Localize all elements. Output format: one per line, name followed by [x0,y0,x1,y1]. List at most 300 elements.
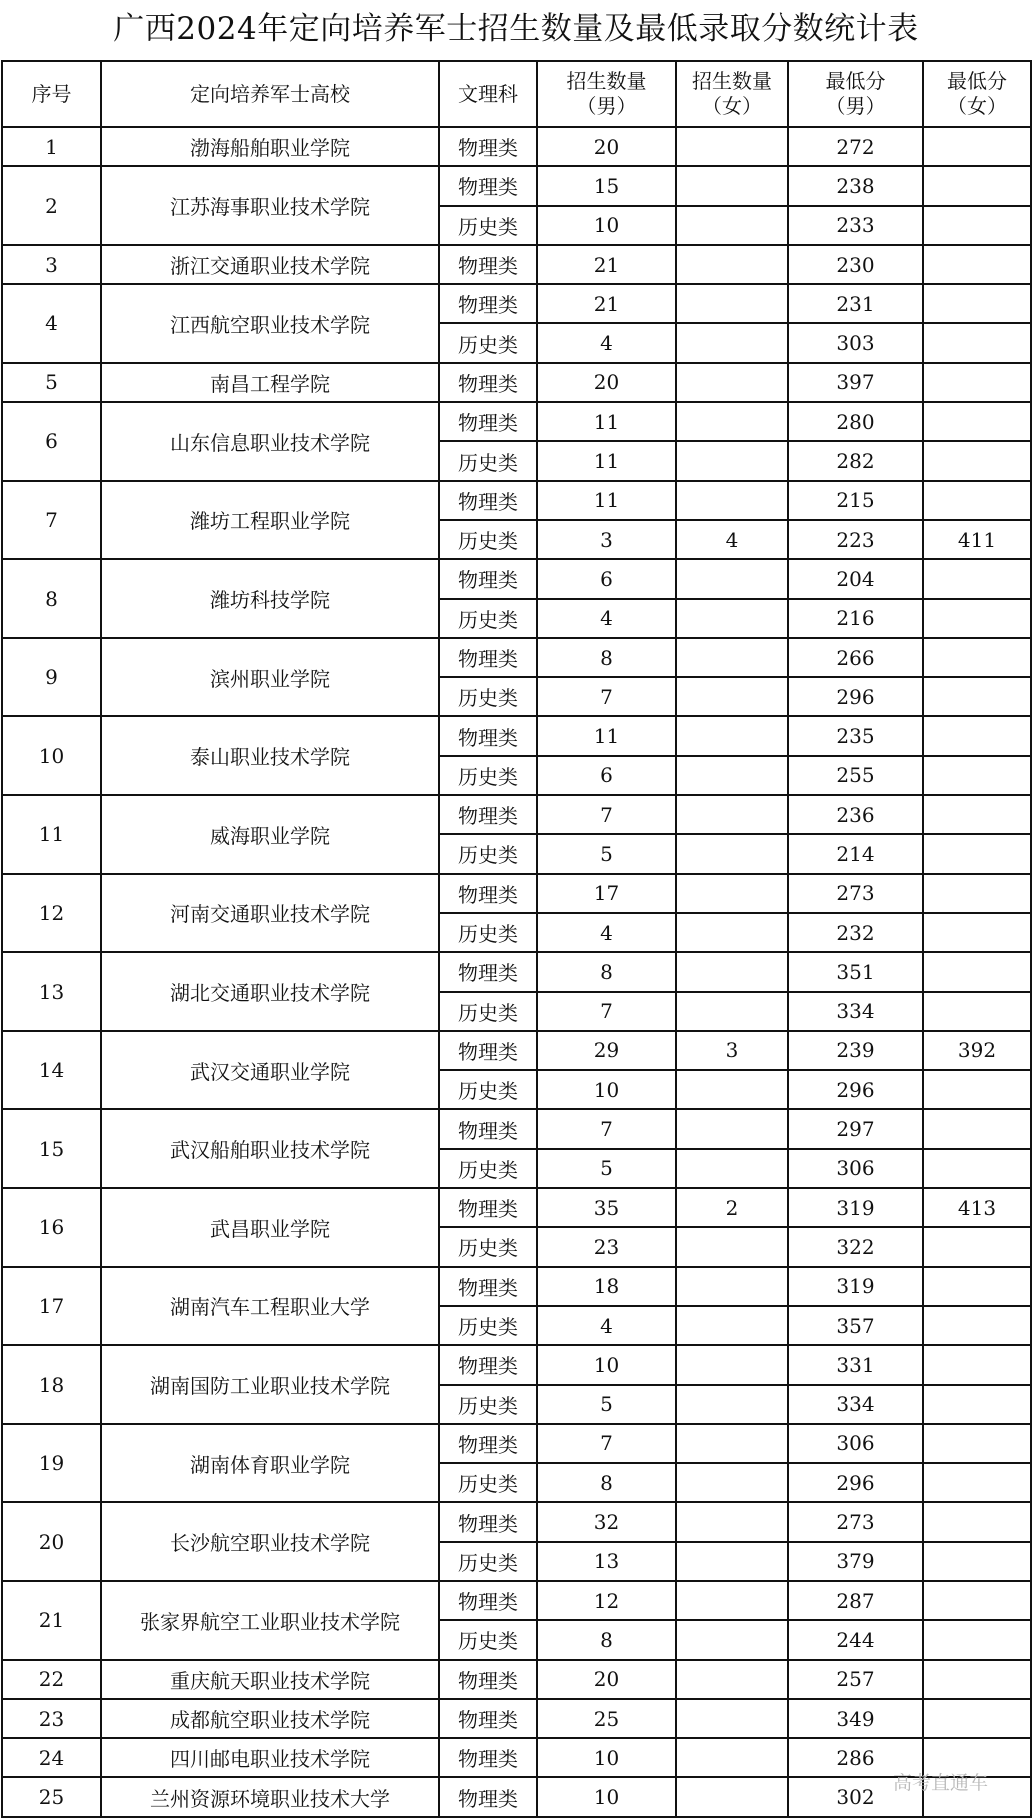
header-min-male-line2: （男） [825,94,886,118]
school-name-cell: 南昌工程学院 [101,363,439,402]
school-name-cell: 浙江交通职业技术学院 [101,245,439,284]
seq-cell: 13 [2,952,101,1031]
min-female-cell [923,1502,1031,1541]
seq-cell: 17 [2,1267,101,1346]
min-female-cell: 413 [923,1188,1031,1227]
quota-female-cell [676,559,788,598]
admission-table [1,60,1032,1818]
school-name-cell: 湖南国防工业职业技术学院 [101,1345,439,1424]
quota-female-cell [676,1306,788,1345]
school-name-cell: 湖南体育职业学院 [101,1424,439,1503]
quota-male-cell: 11 [537,481,676,520]
min-male-cell: 296 [788,1463,923,1502]
subject-cell: 物理类 [439,1660,537,1699]
school-name-cell: 湖南汽车工程职业大学 [101,1267,439,1346]
school-name-cell: 四川邮电职业技术学院 [101,1738,439,1777]
subject-cell: 物理类 [439,874,537,913]
min-male-cell: 273 [788,874,923,913]
quota-female-cell [676,1267,788,1306]
header-row [2,61,1031,127]
school-name-cell: 武汉船舶职业技术学院 [101,1109,439,1188]
school-name-cell: 渤海船舶职业学院 [101,127,439,166]
subject-cell: 历史类 [439,992,537,1031]
min-female-cell [923,206,1031,245]
quota-female-cell [676,874,788,913]
seq-cell: 14 [2,1031,101,1110]
quota-male-cell: 8 [537,1620,676,1659]
min-male-cell: 239 [788,1031,923,1070]
min-female-cell [923,166,1031,205]
quota-male-cell: 10 [537,1777,676,1816]
table-row [2,481,1031,520]
quota-male-cell: 29 [537,1031,676,1070]
table-row [2,952,1031,991]
header-quota-male-line1: 招生数量 [566,69,647,93]
min-female-cell [923,363,1031,402]
quota-female-cell [676,795,788,834]
seq-cell: 22 [2,1660,101,1699]
quota-female-cell [676,1385,788,1424]
seq-cell: 19 [2,1424,101,1503]
quota-male-cell: 20 [537,363,676,402]
min-male-cell: 231 [788,284,923,323]
quota-female-cell [676,127,788,166]
header-min-male [788,61,923,127]
quota-female-cell [676,284,788,323]
subject-cell: 物理类 [439,1031,537,1070]
min-female-cell [923,834,1031,873]
quota-male-cell: 7 [537,992,676,1031]
quota-female-cell [676,1777,788,1816]
quota-female-cell [676,1502,788,1541]
quota-male-cell: 5 [537,834,676,873]
quota-female-cell [676,1699,788,1738]
min-male-cell: 282 [788,441,923,480]
min-female-cell [923,284,1031,323]
table-row [2,1502,1031,1541]
quota-female-cell [676,363,788,402]
quota-male-cell: 6 [537,559,676,598]
min-female-cell [923,599,1031,638]
min-male-cell: 215 [788,481,923,520]
table-row [2,1109,1031,1148]
min-female-cell [923,795,1031,834]
subject-cell: 历史类 [439,599,537,638]
min-male-cell: 351 [788,952,923,991]
table-row [2,1699,1031,1738]
table-row [2,1581,1031,1620]
school-name-cell: 江苏海事职业技术学院 [101,166,439,245]
quota-male-cell: 10 [537,1345,676,1384]
quota-female-cell [676,166,788,205]
min-male-cell: 319 [788,1188,923,1227]
quota-male-cell: 13 [537,1542,676,1581]
seq-cell: 21 [2,1581,101,1660]
table-row [2,1031,1031,1070]
table-row [2,874,1031,913]
seq-cell: 15 [2,1109,101,1188]
subject-cell: 物理类 [439,716,537,755]
subject-cell: 历史类 [439,323,537,362]
quota-male-cell: 25 [537,1699,676,1738]
min-female-cell [923,1542,1031,1581]
quota-female-cell [676,1424,788,1463]
subject-cell: 历史类 [439,834,537,873]
min-female-cell [923,1660,1031,1699]
subject-cell: 物理类 [439,284,537,323]
quota-male-cell: 11 [537,402,676,441]
subject-cell: 物理类 [439,245,537,284]
header-quota-male-line2: （男） [576,94,637,118]
quota-male-cell: 10 [537,206,676,245]
min-male-cell: 235 [788,716,923,755]
seq-cell: 4 [2,284,101,363]
min-male-cell: 230 [788,245,923,284]
min-male-cell: 303 [788,323,923,362]
quota-male-cell: 23 [537,1227,676,1266]
min-male-cell: 349 [788,1699,923,1738]
min-female-cell [923,1424,1031,1463]
min-male-cell: 306 [788,1424,923,1463]
seq-cell: 18 [2,1345,101,1424]
quota-female-cell [676,677,788,716]
quota-female-cell [676,913,788,952]
seq-cell: 16 [2,1188,101,1267]
page-title: 广西2024年定向培养军士招生数量及最低录取分数统计表 [113,11,919,47]
table-row [2,1188,1031,1227]
seq-cell: 12 [2,874,101,953]
min-male-cell: 244 [788,1620,923,1659]
min-male-cell: 296 [788,677,923,716]
min-male-cell: 322 [788,1227,923,1266]
school-name-cell: 成都航空职业技术学院 [101,1699,439,1738]
quota-female-cell [676,1738,788,1777]
table-row [2,1267,1031,1306]
quota-female-cell [676,1149,788,1188]
min-female-cell [923,559,1031,598]
min-female-cell [923,1149,1031,1188]
school-name-cell: 张家界航空工业职业技术学院 [101,1581,439,1660]
header-school-label: 定向培养军士高校 [190,81,350,106]
subject-cell: 历史类 [439,756,537,795]
min-male-cell: 216 [788,599,923,638]
subject-cell: 物理类 [439,638,537,677]
quota-male-cell: 35 [537,1188,676,1227]
header-min-female-line2: （女） [947,94,1007,118]
min-female-cell [923,952,1031,991]
subject-cell: 历史类 [439,1149,537,1188]
school-name-cell: 河南交通职业技术学院 [101,874,439,953]
quota-male-cell: 4 [537,913,676,952]
quota-male-cell: 8 [537,952,676,991]
quota-female-cell: 2 [676,1188,788,1227]
seq-cell: 23 [2,1699,101,1738]
quota-female-cell [676,1227,788,1266]
min-male-cell: 233 [788,206,923,245]
seq-cell: 5 [2,363,101,402]
min-male-cell: 280 [788,402,923,441]
school-name-cell: 长沙航空职业技术学院 [101,1502,439,1581]
quota-female-cell [676,441,788,480]
subject-cell: 物理类 [439,1109,537,1148]
subject-cell: 物理类 [439,1581,537,1620]
quota-female-cell [676,402,788,441]
table-row [2,1345,1031,1384]
quota-male-cell: 17 [537,874,676,913]
min-male-cell: 297 [788,1109,923,1148]
subject-cell: 物理类 [439,1777,537,1816]
subject-cell: 物理类 [439,127,537,166]
min-female-cell: 392 [923,1031,1031,1070]
quota-female-cell [676,1463,788,1502]
min-male-cell: 236 [788,795,923,834]
header-min-female-line1: 最低分 [947,69,1007,93]
seq-cell: 9 [2,638,101,717]
quota-female-cell [676,716,788,755]
school-name-cell: 兰州资源环境职业技术大学 [101,1777,439,1816]
quota-male-cell: 5 [537,1149,676,1188]
seq-cell: 2 [2,166,101,245]
subject-cell: 历史类 [439,1385,537,1424]
table-body [2,127,1031,1817]
quota-female-cell: 3 [676,1031,788,1070]
subject-cell: 物理类 [439,795,537,834]
seq-cell: 1 [2,127,101,166]
quota-male-cell: 20 [537,1660,676,1699]
subject-cell: 历史类 [439,441,537,480]
min-female-cell [923,756,1031,795]
min-female-cell [923,1463,1031,1502]
school-name-cell: 重庆航天职业技术学院 [101,1660,439,1699]
table-row [2,559,1031,598]
min-female-cell [923,913,1031,952]
subject-cell: 历史类 [439,1070,537,1109]
header-quota-female [676,61,788,127]
subject-cell: 物理类 [439,1424,537,1463]
school-name-cell: 武昌职业学院 [101,1188,439,1267]
table-row [2,127,1031,166]
min-female-cell [923,874,1031,913]
quota-female-cell [676,992,788,1031]
table-row [2,638,1031,677]
seq-cell: 8 [2,559,101,638]
seq-cell: 3 [2,245,101,284]
table-row [2,284,1031,323]
quota-female-cell [676,206,788,245]
min-male-cell: 334 [788,992,923,1031]
header-school [101,61,439,127]
header-min-female [923,61,1031,127]
table-row [2,1424,1031,1463]
min-female-cell [923,245,1031,284]
header-quota-female-line1: 招生数量 [692,69,772,93]
subject-cell: 历史类 [439,1227,537,1266]
quota-male-cell: 7 [537,1109,676,1148]
subject-cell: 物理类 [439,1699,537,1738]
quota-male-cell: 32 [537,1502,676,1541]
quota-male-cell: 21 [537,284,676,323]
quota-female-cell [676,952,788,991]
quota-male-cell: 11 [537,716,676,755]
quota-female-cell [676,1660,788,1699]
watermark: 高考直通车 [893,1772,989,1794]
subject-cell: 物理类 [439,166,537,205]
header-seq [2,61,101,127]
quota-male-cell: 10 [537,1070,676,1109]
quota-male-cell: 4 [537,323,676,362]
quota-female-cell [676,1345,788,1384]
subject-cell: 物理类 [439,952,537,991]
quota-female-cell [676,756,788,795]
quota-female-cell [676,638,788,677]
quota-male-cell: 4 [537,1306,676,1345]
min-male-cell: 238 [788,166,923,205]
school-name-cell: 武汉交通职业学院 [101,1031,439,1110]
quota-female-cell: 4 [676,520,788,559]
min-male-cell: 379 [788,1542,923,1581]
min-female-cell [923,1699,1031,1738]
min-female-cell [923,323,1031,362]
subject-cell: 物理类 [439,1738,537,1777]
min-male-cell: 266 [788,638,923,677]
subject-cell: 物理类 [439,1345,537,1384]
min-female-cell [923,402,1031,441]
min-female-cell [923,716,1031,755]
min-female-cell [923,992,1031,1031]
quota-male-cell: 10 [537,1738,676,1777]
min-male-cell: 334 [788,1385,923,1424]
school-name-cell: 潍坊工程职业学院 [101,481,439,560]
quota-female-cell [676,1542,788,1581]
min-male-cell: 232 [788,913,923,952]
min-male-cell: 357 [788,1306,923,1345]
min-male-cell: 204 [788,559,923,598]
min-female-cell [923,1345,1031,1384]
header-subject [439,61,537,127]
subject-cell: 物理类 [439,402,537,441]
subject-cell: 物理类 [439,1502,537,1541]
min-male-cell: 302 [788,1777,923,1816]
min-female-cell [923,1227,1031,1266]
min-male-cell: 296 [788,1070,923,1109]
min-male-cell: 331 [788,1345,923,1384]
school-name-cell: 滨州职业学院 [101,638,439,717]
header-seq-label: 序号 [31,81,72,106]
subject-cell: 物理类 [439,1267,537,1306]
min-female-cell [923,1620,1031,1659]
quota-male-cell: 8 [537,638,676,677]
quota-male-cell: 21 [537,245,676,284]
min-male-cell: 287 [788,1581,923,1620]
min-female-cell: 411 [923,520,1031,559]
quota-female-cell [676,599,788,638]
table-row [2,1777,1031,1816]
min-female-cell [923,1581,1031,1620]
quota-female-cell [676,834,788,873]
seq-cell: 25 [2,1777,101,1816]
min-male-cell: 272 [788,127,923,166]
seq-cell: 7 [2,481,101,560]
min-female-cell [923,638,1031,677]
subject-cell: 物理类 [439,481,537,520]
quota-male-cell: 8 [537,1463,676,1502]
seq-cell: 20 [2,1502,101,1581]
quota-female-cell [676,1581,788,1620]
min-female-cell [923,1385,1031,1424]
quota-male-cell: 20 [537,127,676,166]
subject-cell: 物理类 [439,1188,537,1227]
min-female-cell [923,677,1031,716]
quota-male-cell: 6 [537,756,676,795]
quota-male-cell: 12 [537,1581,676,1620]
quota-female-cell [676,323,788,362]
min-female-cell [923,1109,1031,1148]
subject-cell: 历史类 [439,520,537,559]
quota-female-cell [676,245,788,284]
min-male-cell: 273 [788,1502,923,1541]
min-female-cell [923,1306,1031,1345]
table-row [2,166,1031,205]
table-row [2,1660,1031,1699]
school-name-cell: 泰山职业技术学院 [101,716,439,795]
seq-cell: 24 [2,1738,101,1777]
quota-female-cell [676,1620,788,1659]
min-male-cell: 214 [788,834,923,873]
subject-cell: 历史类 [439,677,537,716]
min-female-cell [923,481,1031,520]
header-min-male-line1: 最低分 [825,69,886,93]
quota-male-cell: 4 [537,599,676,638]
min-male-cell: 397 [788,363,923,402]
table-row [2,716,1031,755]
table-row [2,1738,1031,1777]
min-male-cell: 255 [788,756,923,795]
quota-female-cell [676,481,788,520]
quota-male-cell: 11 [537,441,676,480]
seq-cell: 6 [2,402,101,481]
subject-cell: 历史类 [439,913,537,952]
min-male-cell: 257 [788,1660,923,1699]
quota-male-cell: 15 [537,166,676,205]
min-male-cell: 223 [788,520,923,559]
quota-male-cell: 3 [537,520,676,559]
quota-female-cell [676,1109,788,1148]
header-subject-label: 文理科 [458,81,518,106]
school-name-cell: 威海职业学院 [101,795,439,874]
table-row [2,363,1031,402]
header-quota-female-line2: （女） [702,94,762,118]
subject-cell: 历史类 [439,1306,537,1345]
subject-cell: 历史类 [439,1463,537,1502]
table-row [2,245,1031,284]
min-female-cell [923,1070,1031,1109]
min-female-cell [923,441,1031,480]
quota-male-cell: 7 [537,795,676,834]
subject-cell: 历史类 [439,206,537,245]
subject-cell: 历史类 [439,1620,537,1659]
min-male-cell: 286 [788,1738,923,1777]
quota-male-cell: 5 [537,1385,676,1424]
school-name-cell: 江西航空职业技术学院 [101,284,439,363]
quota-male-cell: 18 [537,1267,676,1306]
subject-cell: 物理类 [439,559,537,598]
seq-cell: 10 [2,716,101,795]
quota-male-cell: 7 [537,677,676,716]
min-female-cell [923,127,1031,166]
quota-female-cell [676,1070,788,1109]
subject-cell: 历史类 [439,1542,537,1581]
table-row [2,795,1031,834]
